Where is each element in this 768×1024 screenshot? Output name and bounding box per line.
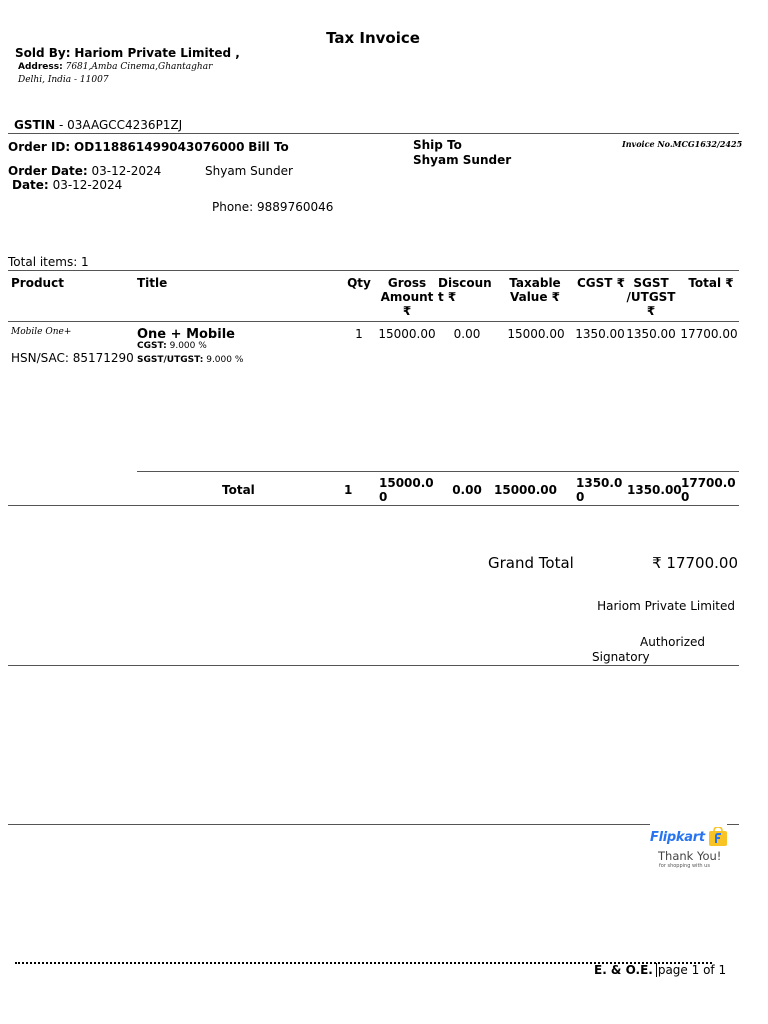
- gstin-label: GSTIN: [14, 118, 56, 132]
- item-total: 17700.00: [680, 327, 738, 341]
- signature-line2: Signatory: [592, 650, 650, 664]
- item-taxable: 15000.00: [507, 327, 565, 341]
- item-title: One + Mobile: [137, 327, 235, 342]
- bill-to-name: Shyam Sunder: [205, 164, 293, 178]
- date-label: Date:: [12, 178, 49, 192]
- item-cgst-rate: [137, 341, 207, 351]
- item-sgst-rate: [137, 355, 243, 365]
- thank-you-text: Thank You!: [658, 849, 722, 863]
- address-line2: Delhi, India - 11007: [18, 75, 109, 85]
- order-id-value: OD118861499043076000: [74, 140, 245, 154]
- table-header-border: [8, 321, 739, 322]
- order-id: [8, 140, 289, 154]
- seller-address: [18, 62, 212, 72]
- flipkart-wordmark: Flipkart: [650, 830, 705, 845]
- logo-divider-right: [727, 824, 739, 825]
- grand-total-label: Grand Total: [488, 554, 574, 572]
- sold-by: [15, 46, 240, 60]
- totals-discount: 0.00: [452, 483, 482, 497]
- totals-taxable: 15000.00: [494, 483, 558, 497]
- item-qty: 1: [355, 327, 363, 341]
- totals-label: Total: [222, 483, 255, 497]
- bill-to-phone: Phone: 9889760046: [212, 200, 334, 214]
- item-discount: 0.00: [453, 327, 481, 341]
- ship-to-label: Ship To: [413, 138, 462, 152]
- invoice-title: Tax Invoice: [326, 29, 420, 47]
- total-items: Total items: 1: [8, 255, 89, 269]
- col-header-taxable: Taxable Value ₹: [509, 276, 561, 304]
- date-value: 03-12-2024: [52, 178, 123, 192]
- item-cgst: 1350.00: [575, 327, 625, 341]
- logo-divider-left: [8, 824, 650, 825]
- table-top-border: [8, 270, 739, 271]
- ship-to-name: Shyam Sunder: [413, 153, 512, 167]
- flipkart-bag-icon: [708, 827, 728, 847]
- totals-qty: 1: [344, 483, 353, 497]
- item-sgst-value: 9.000 %: [206, 355, 244, 365]
- grand-total-value: ₹ 17700.00: [652, 554, 738, 572]
- footer-eoe: E. & O.E.: [594, 963, 653, 977]
- col-header-title: Title: [137, 276, 168, 290]
- item-cgst-label: CGST:: [137, 341, 167, 351]
- totals-sgst: 1350.00: [627, 483, 682, 497]
- order-date-label: Order Date:: [8, 164, 88, 178]
- invoice-date: [12, 178, 122, 192]
- col-header-cgst: CGST ₹: [576, 276, 625, 290]
- col-header-sgst: SGST /UTGST ₹: [626, 276, 676, 318]
- table-bottom-border: [8, 505, 739, 506]
- signature-line1: Authorized: [640, 635, 706, 649]
- order-date-value: 03-12-2024: [91, 164, 162, 178]
- address-label: Address:: [18, 62, 63, 72]
- gstin-value: - 03AAGCC4236P1ZJ: [59, 118, 183, 132]
- signature-divider: [8, 665, 739, 666]
- col-header-qty: Qty: [347, 276, 371, 290]
- order-id-label: Order ID:: [8, 140, 71, 154]
- flipkart-logo: [650, 826, 730, 874]
- col-header-discount: Discount ₹: [438, 276, 492, 304]
- bill-to-label: Bill To: [248, 140, 289, 154]
- item-gross: 15000.00: [378, 327, 436, 341]
- logo-tagline: for shopping with us: [659, 863, 710, 869]
- totals-gross: 15000.00: [379, 476, 434, 504]
- totals-cgst: 1350.00: [576, 476, 623, 504]
- totals-top-border: [137, 471, 739, 472]
- order-date: [8, 164, 161, 178]
- col-header-product: Product: [11, 276, 64, 290]
- item-sgst-label: SGST/UTGST:: [137, 355, 204, 365]
- product-name: Mobile One+: [11, 327, 72, 337]
- seller-name: Hariom Private Limited ,: [74, 46, 240, 60]
- item-cgst-value: 9.000 %: [169, 341, 207, 351]
- signature-company: Hariom Private Limited: [597, 599, 735, 613]
- invoice-number: Invoice No.MCG1632/2425: [622, 139, 743, 149]
- col-header-gross: Gross Amount ₹: [380, 276, 434, 318]
- item-sgst: 1350.00: [626, 327, 676, 341]
- footer: [594, 963, 726, 977]
- divider: [8, 133, 739, 134]
- footer-page: page 1 of 1: [657, 963, 727, 977]
- sold-by-label: Sold By:: [15, 46, 71, 60]
- product-hsn: HSN/SAC: 85171290: [11, 351, 134, 365]
- address-line1: 7681,Amba Cinema,Ghantaghar: [65, 62, 213, 72]
- col-header-total: Total ₹: [688, 276, 734, 290]
- totals-total: 17700.00: [681, 476, 736, 504]
- gstin: [14, 118, 182, 132]
